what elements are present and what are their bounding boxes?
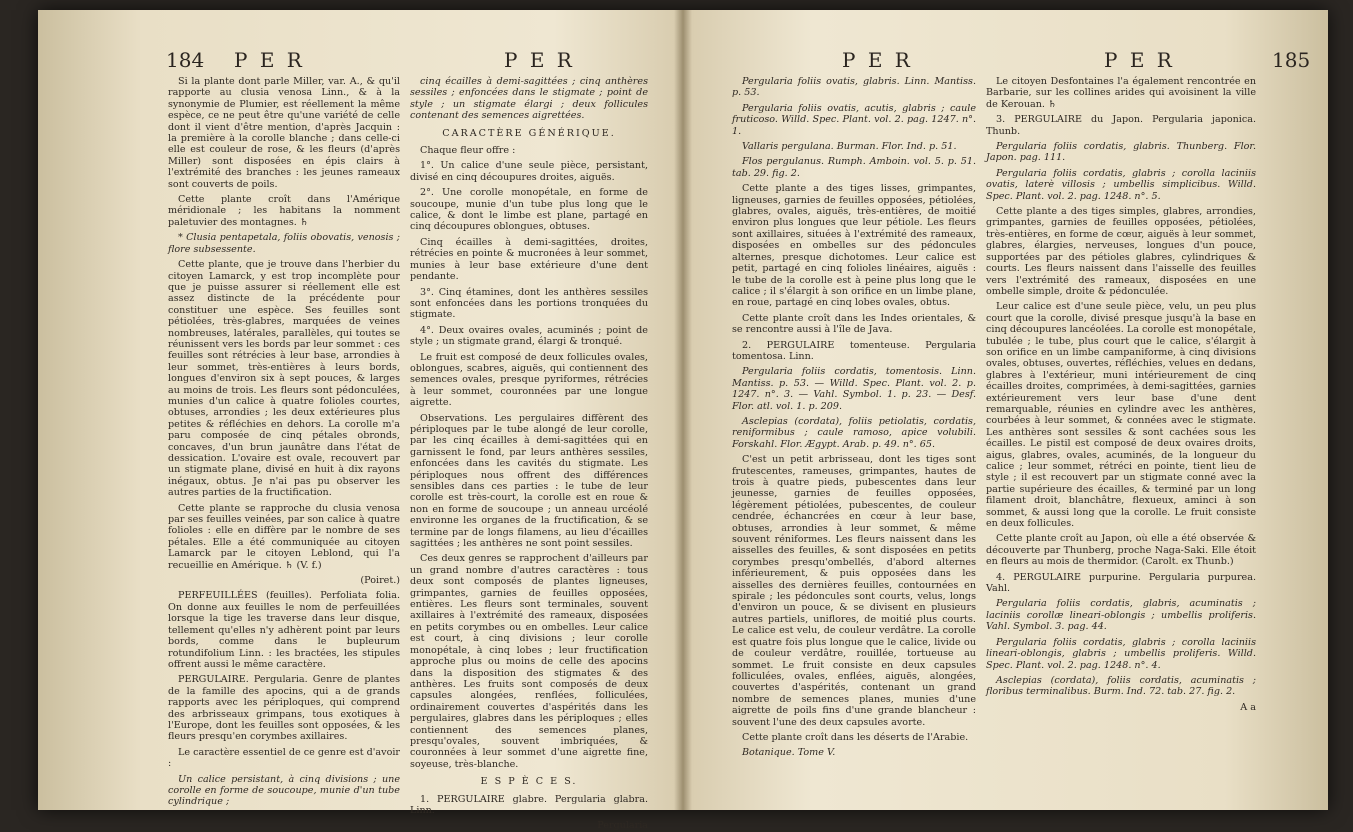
paragraph: Pergularia foliis ovatis, acutis, glabris ; caule fruticoso. Willd. Spec. Plant. vol. 2. pag. 1247. n°. 1. <box>732 102 976 137</box>
open-book <box>38 10 1328 832</box>
paragraph: (Poiret.) <box>360 575 400 587</box>
paragraph: * Clusia pentapetala, foliis obovatis, venosis ; flore subsessente. <box>168 232 400 255</box>
paragraph: Botanique. Tome V. <box>742 747 836 759</box>
paragraph: PERGULAIRE. Pergularia. Genre de plantes de la famille des apocins, qui a de grands rapports avec les périploques, qui comprend des arbrisseaux grimpans, tous exotiques à l'Europe, dont les feuilles sont opposées, & les fleurs presqu'en corymbes axillaires. <box>168 674 400 743</box>
right-page-number: 185 <box>1272 48 1311 72</box>
left-page <box>38 10 678 832</box>
paragraph: Observations. Les pergulaires diffèrent des périploques par le tube alongé de leur corolle, par les cinq écailles à demi-sagittées qui en garnissent le fond, par leurs anthères sessiles, enfoncées dans les cavités du stigmate. Les périploques nous offrent des différences sensibles dans ces parties : le tube de leur corolle est très-court, la corolle est en roue & non en forme de soucoupe ; un anneau urcéolé environne les organes de la fructification, & se termine par de longs filamens, au lieu d'écailles sagittées ; les anthères ne sont point sessiles. <box>410 412 648 550</box>
paragraph: Chaque fleur offre : <box>420 145 516 157</box>
paragraph: Cinq écailles à demi-sagittées, droites, rétrécies en pointe & mucronées à leur sommet, munies à leur base extérieure d'une dent pendante. <box>410 236 648 283</box>
paragraph: 3. PERGULAIRE du Japon. Pergularia japonica. Thunb. <box>986 114 1256 137</box>
paragraph: 2. PERGULAIRE tomenteuse. Pergularia tomentosa. Linn. <box>732 339 976 362</box>
paragraph: Le fruit est composé de deux follicules ovales, oblongues, scabres, aiguës, qui contiennent des semences ovales, presque pyriformes, rétrécies à leur sommet, couronnées par une longue aigrette. <box>410 351 648 409</box>
paragraph: Un calice persistant, à cinq divisions ; une corolle en forme de soucoupe, munie d'un tube cylindrique ; <box>168 773 400 808</box>
paragraph: Cette plante croît au Japon, où elle a été observée & découverte par Thunberg, proche Naga-Saki. Elle étoit en fleurs au mois de thermidor. (Carolt. ex Thunb.) <box>986 533 1256 568</box>
paragraph: Ces deux genres se rapprochent d'ailleurs par un grand nombre d'autres caractères : tous deux sont composés de plantes ligneuses, grimpantes, garnies de feuilles opposées, entières. Les fleurs sont terminales, souvent axillaires à l'extrémité des rameaux, disposées en petits corymbes ou en ombelles. Leur calice est court, à cinq divisions ; leur corolle monopétale, à cinq lobes ; leur fructification approche plus ou moins de celle des apocins dans la disposition des stigmates & des anthères. Les fruits sont composés de deux capsules alongées, renflées, folliculées, ordinairement couvertes d'aspérités dans les pergulaires, glabres dans les périploques ; elles contiennent des semences planes, presqu'ovales, souvent imbriquées, & couronnées à leur sommet d'une aigrette fine, soyeuse, très-blanche. <box>410 553 648 770</box>
paragraph: Pergularia foliis cordatis, glabris. Thunberg. Flor. Japon. pag. 111. <box>986 141 1256 164</box>
paragraph: 4°. Deux ovaires ovales, acuminés ; point de style ; un stigmate grand, élargi & tronqué. <box>410 324 648 348</box>
paragraph: Pergularia foliis ovatis, glabris. Linn. Mantiss. p. 53. <box>732 76 976 99</box>
paragraph: Cette plante se rapproche du clusia venosa par ses feuilles veinées, par son calice à quatre folioles : elle en diffère par le nombre de ses pétales. Elle a été communiquée au citoyen Lamarck par le citoyen Leblond, qui l'a recueillie en Amérique. ♄ (V. f.) <box>168 502 400 571</box>
paragraph: Le citoyen Desfontaines l'a également rencontrée en Barbarie, sur les collines arides qui avoisinent la ville de Kerouan. ♄ <box>986 76 1256 110</box>
paragraph: 1°. Un calice d'une seule pièce, persistant, divisé en cinq découpures droites, aiguës. <box>410 160 648 183</box>
paragraph: A a <box>1240 701 1256 713</box>
right-column-2 <box>986 76 1256 796</box>
paragraph: Cette plante, que je trouve dans l'herbier du citoyen Lamarck, y est trop incomplète pour que je puisse assurer si réellement elle est assez distincte de la précédente pour constituer une espèce. Ses feuilles sont pétiolées, très-glabres, marquées de veines nombreuses, latérales, parallèles, qui toutes se réunissent vers les bords par leur sommet : ces feuilles sont rétrécies à leur base, arrondies à leur sommet, très-entières à leurs bords, longues d'environ six à sept pouces, & larges au moins de trois. Les fleurs sont pédonculées, munies d'un calice à quatre folioles courtes, obtuses, arrondies ; les deux extérieures plus petites & réfléchies en dehors. La corolle m'a paru composée de cinq pétales obronds, concaves, d'un brun jaunâtre dans l'état de dessication. L'ovaire est ovale, recouvert par un stigmate plane, divisé en huit à dix rayons inégaux, obtus. Je n'ai pas pu observer les autres parties de la fructification. <box>168 259 400 499</box>
paragraph: Leur calice est d'une seule pièce, velu, un peu plus court que la corolle, divisé presque jusqu'à la base en cinq découpures lancéolées. La corolle est monopétale, tubulée ; le tube, plus court que le calice, s'élargit à son orifice en un limbe campaniforme, à cinq divisions ovales, obtuses, ouvertes, réfléchies, velues en dedans, glabres à l'extérieur, muni intérieurement de cinq écailles droites, comprimées, à demi-sagittées, garnies extérieurement vers leur base d'une dent remarquable, réunies en cylindre avec les anthères, courbées à leur sommet, & connées avec le stigmate. Les anthères sont sessiles & sont cachées sous les écailles. Le pistil est composé de deux ovaires droits, aigus, glabres, ovales, acuminés, de la longueur du calice ; leur sommet, rétréci en pointe, tient lieu de style ; il est recouvert par un stigmate conné avec la partie supérieure des écailles, & terminé par un long filament droit, blanchâtre, flexueux, aminci à son sommet, & aussi long que la corolle. Le fruit consiste en deux follicules. <box>986 301 1256 530</box>
paragraph: C'est un petit arbrisseau, dont les tiges sont frutescentes, rameuses, grimpantes, hautes de trois à quatre pieds, pubescentes dans leur jeunesse, garnies de feuilles opposées, légèrement pétiolées, pubescentes, de couleur cendrée, échancrées en cœur à leur base, obtuses, arrondies à leur sommet, & même souvent réniformes. Les fleurs naissent dans les aisselles des feuilles, & sont disposées en petits corymbes presqu'ombellés, d'abord alternes inférieurement, & puis opposées dans les aisselles des dernières feuilles, contournées en spirale ; les pédoncules sont courts, velus, longs d'environ un pouce, & se divisent en plusieurs autres partiels, uniflores, de moitié plus courts. Le calice est velu, de couleur verdâtre. La corolle est quatre fois plus longue que le calice, livide ou de couleur verdâtre, rouillée, tortueuse au sommet. Le fruit consiste en deux capsules folliculées, ovales, enflées, aiguës, alongées, couvertes d'aspérités, contenant un grand nombre de semences planes, munies d'une aigrette de poils fins d'une grande blancheur : souvent l'une des deux capsules avorte. <box>732 454 976 728</box>
right-head-title-2: P E R <box>1104 48 1175 72</box>
paragraph: Flos pergulanus. Rumph. Amboin. vol. 5. p. 51. tab. 29. fig. 2. <box>732 156 976 179</box>
paragraph: Si la plante dont parle Miller, var. A., & qu'il rapporte au clusia venosa Linn., & à la synonymie de Plumier, est réellement la même espèce, ce ne peut être qu'une variété de celle dont il vient d'être mention, d'après Jacquin : la première à la corolle blanche ; dans celle-ci elle est couleur de rose, & les fleurs (d'après Miller) sont disposées en épis clairs à l'extrémité des branches : les jeunes rameaux sont couverts de poils. <box>168 76 400 190</box>
paragraph: PERFEUILLÉES (feuilles). Perfoliata folia. On donne aux feuilles le nom de perfeuillées lorsque la tige les traverse dans leur disque, tellement qu'elles n'y adhèrent point par leurs bords, comme dans le bupleurum rotundifolium Linn. : les bractées, les stipules offrent aussi le même caractère. <box>168 590 400 670</box>
paragraph: 4. PERGULAIRE purpurine. Pergularia purpurea. Vahl. <box>986 571 1256 595</box>
left-column-2 <box>410 76 648 832</box>
paragraph: 1. PERGULAIRE glabre. Pergularia glabra. Linn. <box>410 793 648 816</box>
paragraph: Pergularia <box>597 820 648 832</box>
paragraph: Cette plante croît dans les déserts de l'Arabie. <box>742 731 969 743</box>
left-page-number: 184 <box>166 48 205 72</box>
paragraph: Cette plante croît dans les Indes orientales, & se rencontre aussi à l'île de Java. <box>732 312 976 336</box>
paragraph: Asclepias (cordata), foliis petiolatis, cordatis, reniformibus ; caule ramoso, apice volubili. Forskahl. Flor. Ægypt. Arab. p. 49. n°. 65. <box>732 415 976 450</box>
paragraph: Vallaris pergulana. Burman. Flor. Ind. p. 51. <box>742 141 957 153</box>
paragraph: E S P È C E S. <box>480 776 578 788</box>
right-head-title-1: P E R <box>842 48 913 72</box>
left-column-1 <box>168 76 400 808</box>
paragraph: CARACTÈRE GÉNÉRIQUE. <box>442 127 616 139</box>
paragraph: 2°. Une corolle monopétale, en forme de soucoupe, munie d'un tube plus long que le calice, & dont le limbe est plane, partagé en cinq découpures oblongues, obtuses. <box>410 187 648 233</box>
left-head-title-1: P E R <box>234 48 305 72</box>
paragraph: Le caractère essentiel de ce genre est d'avoir : <box>168 746 400 770</box>
paragraph: Cette plante croît dans l'Amérique méridionale ; les habitans la nomment paletuvier des montagnes. ♄ <box>168 194 400 228</box>
paragraph: Pergularia foliis cordatis, tomentosis. Linn. Mantiss. p. 53. — Willd. Spec. Plant. vol. 2. p. 1247. n°. 3. — Vahl. Symbol. 1. p. 23. — Desf. Flor. atl. vol. 1. p. 209. <box>732 366 976 412</box>
right-column-1 <box>732 76 976 796</box>
paragraph: cinq écailles à demi-sagittées ; cinq anthères sessiles ; enfoncées dans le stigmate ; point de style ; un stigmate élargi ; deux follicules contenant des semences aigrettées. <box>410 76 648 122</box>
paragraph: Asclepias (cordata), foliis cordatis, acuminatis ; floribus terminalibus. Burm. Ind. 72. tab. 27. fig. 2. <box>986 674 1256 698</box>
paragraph: 3°. Cinq étamines, dont les anthères sessiles sont enfoncées dans les portions tronquées du stigmate. <box>410 286 648 321</box>
paragraph: Cette plante a des tiges lisses, grimpantes, ligneuses, garnies de feuilles opposées, pétiolées, glabres, ovales, aiguës, très-entières, de moitié environ plus longues que leur pétiole. Les fleurs sont axillaires, situées à l'extrémité des rameaux, disposées en ombelles sur des pédoncules alternes, presque dichotomes. Leur calice est petit, partagé en cinq folioles linéaires, aiguës : le tube de la corolle est à peine plus long que le calice ; il s'élargit à son orifice en un limbe plane, en roue, partagé en cinq lobes ovales, obtus. <box>732 183 976 309</box>
paragraph: Cette plante a des tiges simples, glabres, arrondies, grimpantes, garnies de feuilles opposées, pétiolées, très-entières, en forme de cœur, aiguës à leur sommet, glabres, élargies, nerveuses, longues d'un pouce, supportées par des pétioles glabres, cylindriques & courts. Les fleurs naissent dans l'aisselle des feuilles vers l'extrémité des rameaux, disposées en une ombelle simple, droite & pédonculée. <box>986 206 1256 297</box>
paragraph: Pergularia foliis cordatis, glabris ; corolla laciniis lineari-oblongis, glabris ; umbellis proliferis. Willd. Spec. Plant. vol. 2. pag. 1248. n°. 4. <box>986 636 1256 671</box>
right-page <box>686 10 1328 810</box>
paragraph: Pergularia foliis cordatis, glabris ; corolla laciniis ovatis, laterè villosis ; umbellis simplicibus. Willd. Spec. Plant. vol. 2. pag. 1248. n°. 5. <box>986 167 1256 202</box>
paragraph: Pergularia foliis cordatis, glabris, acuminatis ; laciniis corollæ lineari-oblongis ; umbellis proliferis. Vahl. Symbol. 3. pag. 44. <box>986 598 1256 633</box>
left-head-title-2: P E R <box>504 48 575 72</box>
